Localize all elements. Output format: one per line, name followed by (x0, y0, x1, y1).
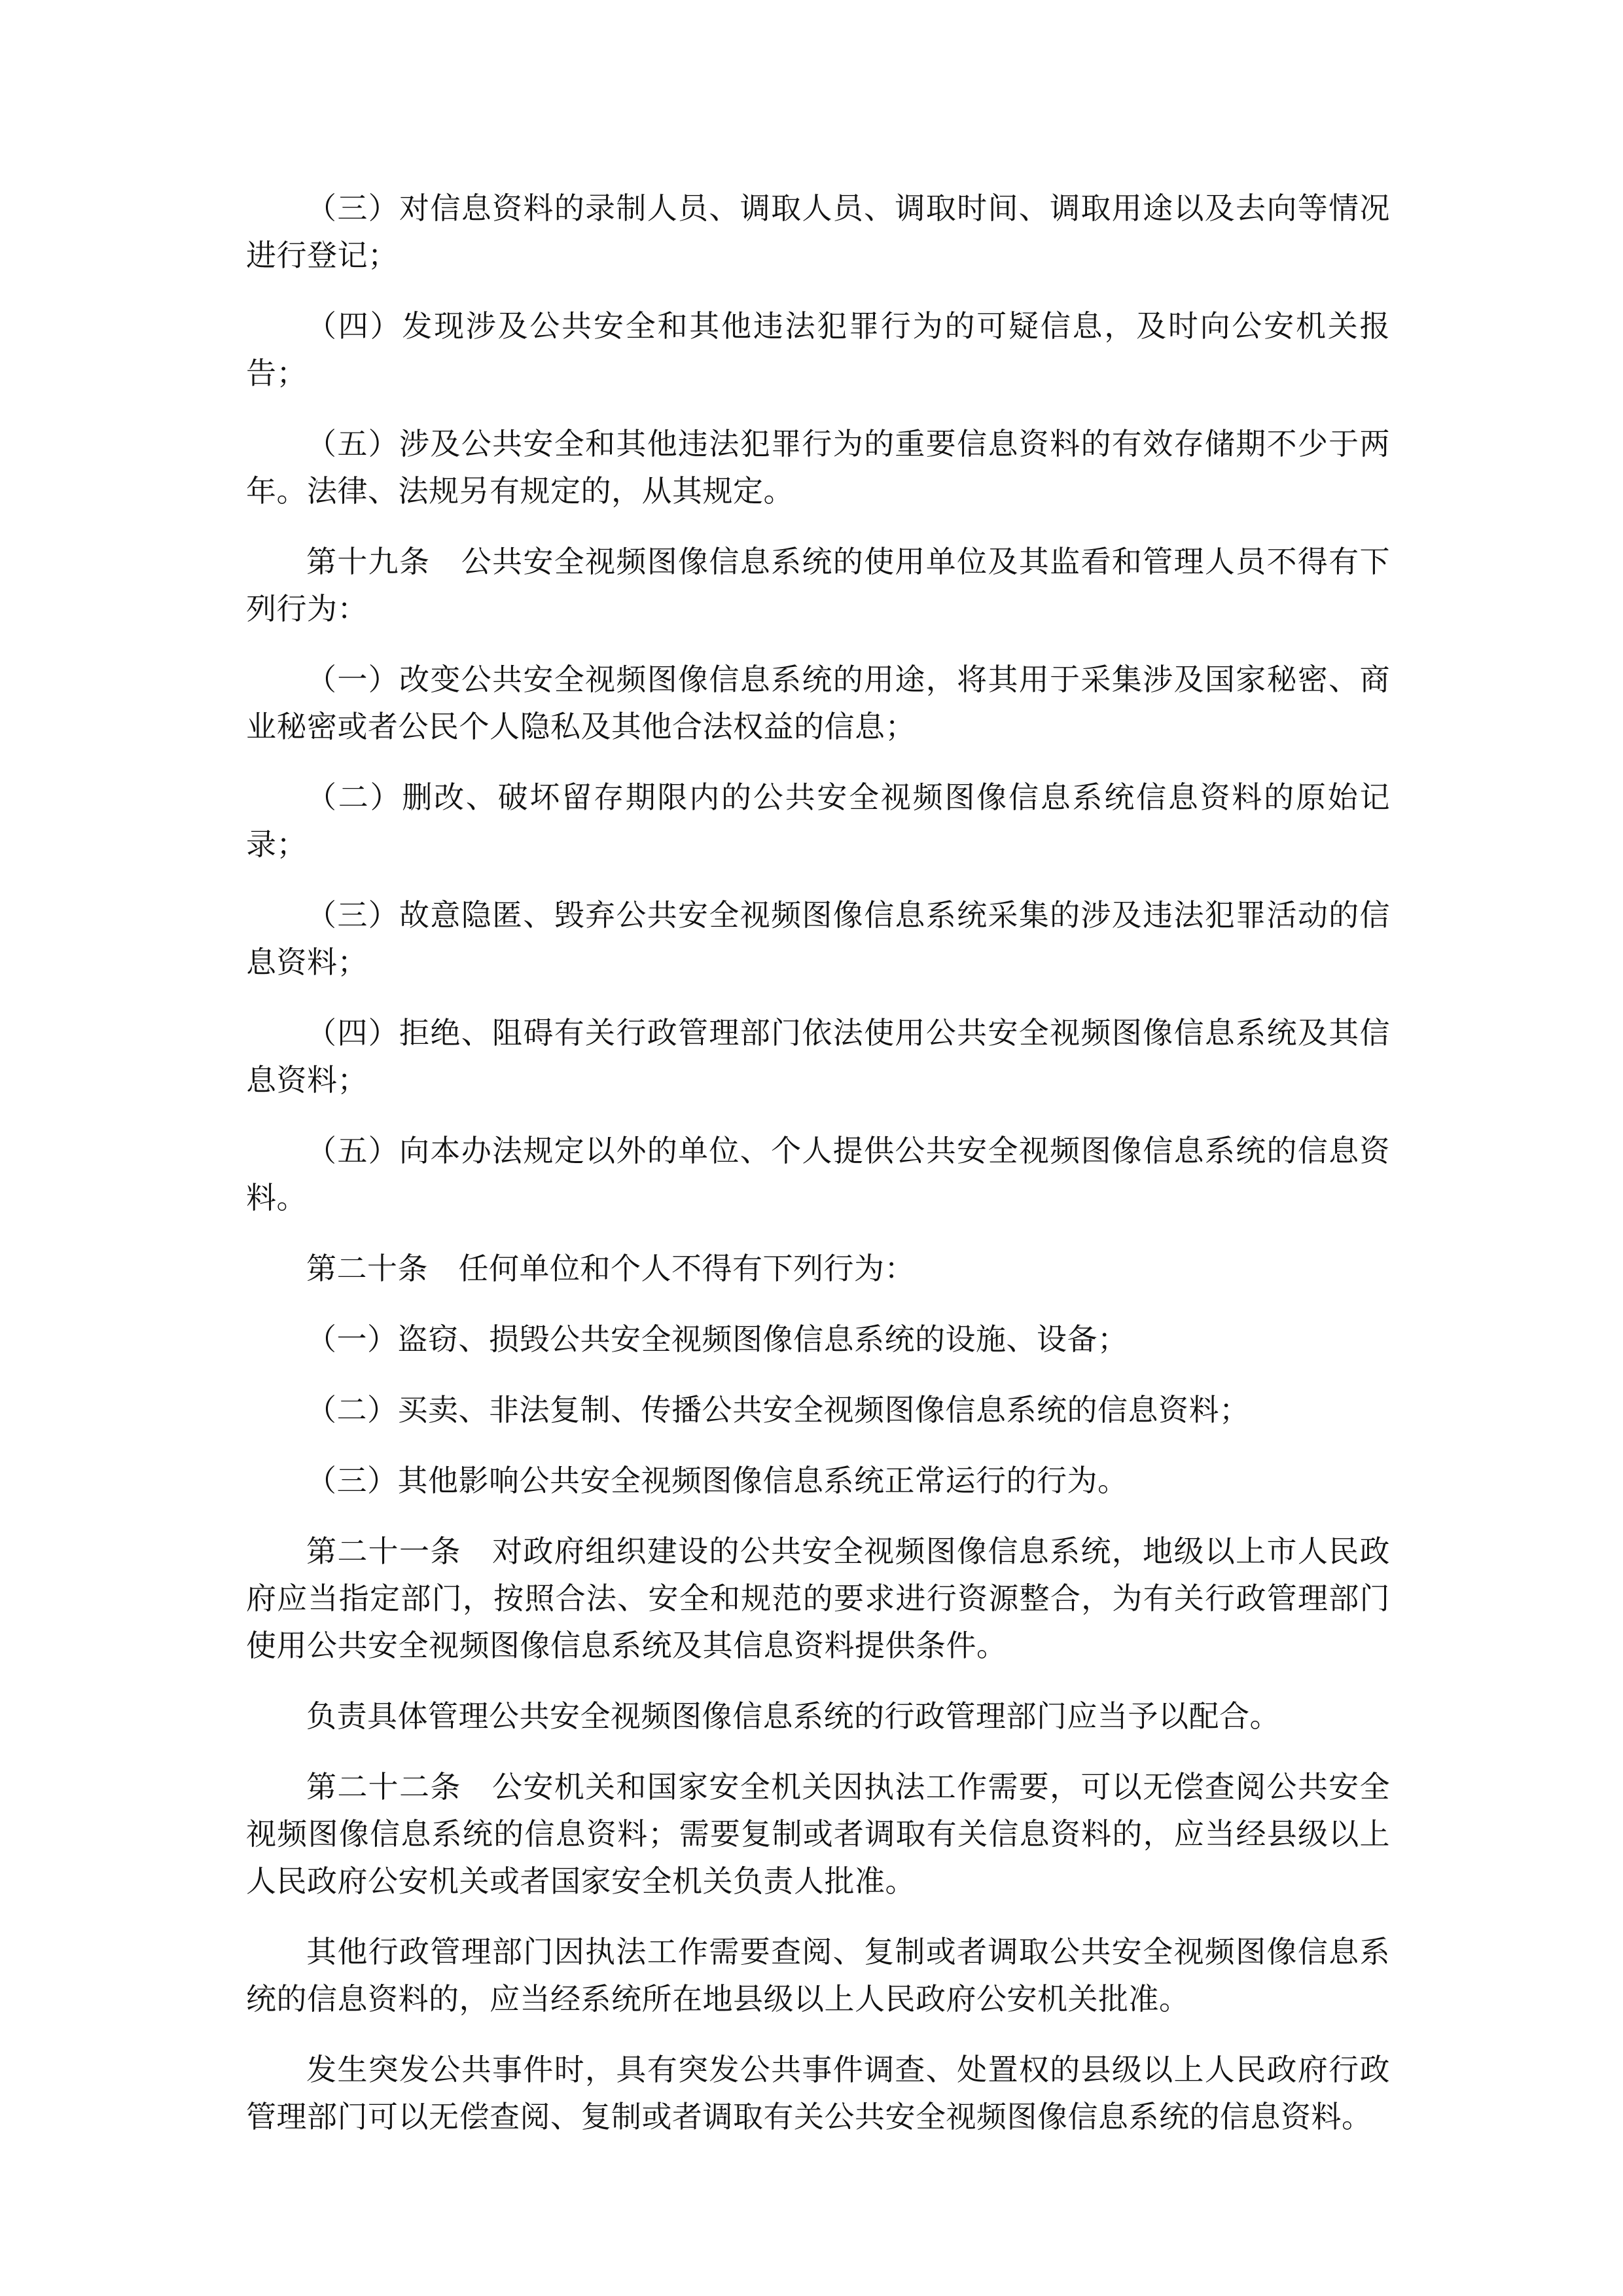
article-19-item-2: （二）删改、破坏留存期限内的公共安全视频图像信息系统信息资料的原始记录； (246, 780, 1390, 862)
paragraph-item-5-storage-period: （五）涉及公共安全和其他违法犯罪行为的重要信息资料的有效存储期不少于两年。法律、法规另有规定的，从其规定。 (246, 426, 1390, 509)
article-20: 第二十条 任何单位和个人不得有下列行为： (306, 1251, 915, 1286)
paragraph-item-3-recording-log: （三）对信息资料的录制人员、调取人员、调取时间、调取用途以及去向等情况进行登记； (246, 190, 1390, 273)
article-19-item-1: （一）改变公共安全视频图像信息系统的用途，将其用于采集涉及国家秘密、商业秘密或者公民个人隐私及其他合法权益的信息； (246, 662, 1390, 744)
article-19: 第十九条 公共安全视频图像信息系统的使用单位及其监看和管理人员不得有下列行为： (246, 544, 1390, 626)
document-body (246, 185, 1390, 2164)
article-22: 第二十二条 公安机关和国家安全机关因执法工作需要，可以无偿查阅公共安全视频图像信息系统的信息资料；需要复制或者调取有关信息资料的，应当经县级以上人民政府公安机关或者国家安全机关负责人批准。 (246, 1769, 1390, 1899)
article-21: 第二十一条 对政府组织建设的公共安全视频图像信息系统，地级以上市人民政府应当指定部门，按照合法、安全和规范的要求进行资源整合，为有关行政管理部门使用公共安全视频图像信息系统及其信息资料提供条件。 (246, 1534, 1390, 1663)
article-20-item-3: （三）其他影响公共安全视频图像信息系统正常运行的行为。 (306, 1463, 1128, 1498)
paragraph-item-4-report-suspicious: （四）发现涉及公共安全和其他违法犯罪行为的可疑信息，及时向公安机关报告； (246, 308, 1390, 391)
article-19-item-4: （四）拒绝、阻碍有关行政管理部门依法使用公共安全视频图像信息系统及其信息资料； (246, 1015, 1390, 1098)
article-21-paragraph-2: 负责具体管理公共安全视频图像信息系统的行政管理部门应当予以配合。 (306, 1698, 1280, 1734)
article-20-item-2: （二）买卖、非法复制、传播公共安全视频图像信息系统的信息资料； (306, 1392, 1250, 1427)
article-20-item-1: （一）盗窃、损毁公共安全视频图像信息系统的设施、设备； (306, 1321, 1128, 1357)
article-19-item-3: （三）故意隐匿、毁弃公共安全视频图像信息系统采集的涉及违法犯罪活动的信息资料； (246, 897, 1390, 980)
article-22-paragraph-3: 发生突发公共事件时，具有突发公共事件调查、处置权的县级以上人民政府行政管理部门可以无偿查阅、复制或者调取有关公共安全视频图像信息系统的信息资料。 (246, 2052, 1390, 2134)
article-19-item-5: （五）向本办法规定以外的单位、个人提供公共安全视频图像信息系统的信息资料。 (246, 1133, 1390, 1215)
article-22-paragraph-2: 其他行政管理部门因执法工作需要查阅、复制或者调取公共安全视频图像信息系统的信息资料的，应当经系统所在地县级以上人民政府公安机关批准。 (246, 1934, 1390, 2017)
